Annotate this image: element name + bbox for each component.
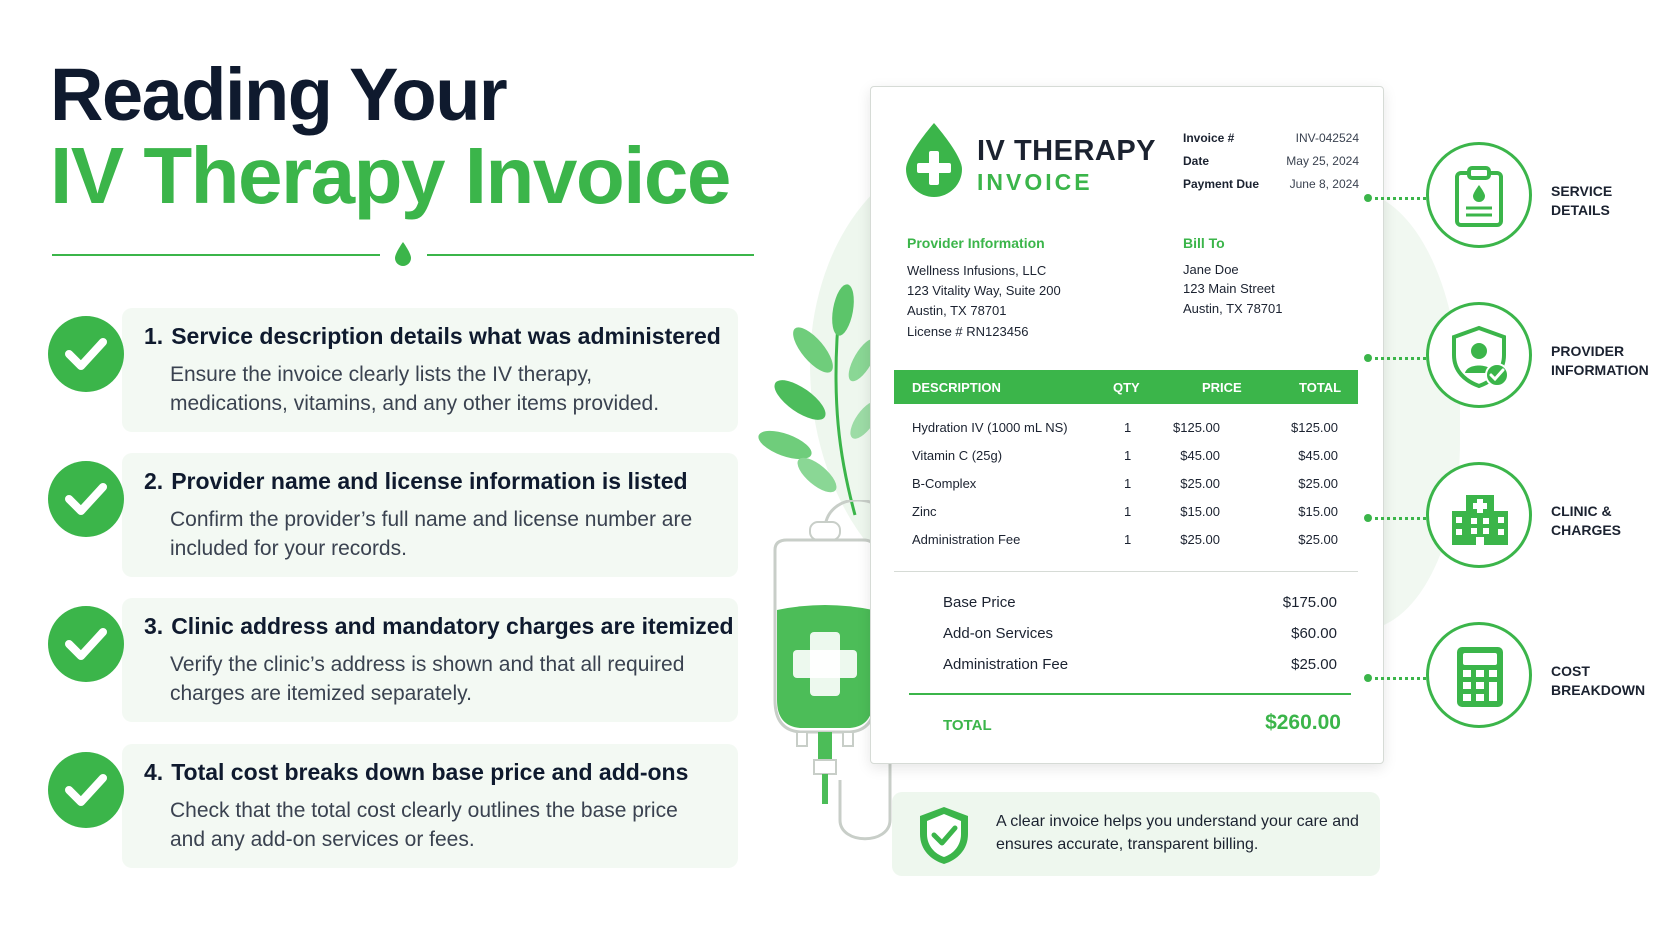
title-divider [52, 254, 380, 256]
checkmark-icon [48, 606, 124, 682]
total-divider [909, 693, 1351, 695]
bill-to-label: Bill To [1183, 235, 1225, 251]
invoice-subheading: INVOICE [977, 169, 1093, 195]
dotted-connector [1368, 357, 1426, 360]
table-row: Zinc 1 $15.00 $15.00 [912, 504, 1338, 519]
checklist-description: Check that the total cost clearly outlines the base price and any add-on services or fees. [170, 799, 678, 851]
invoice-document: IV THERAPY INVOICE Invoice # INV-042524 Date May 25, 2024 Payment Due June 8, 2024 Provider Information Wellness Infusions, LLC 123 Vitality Way, Suite 200 Austin, TX 78701 License # RN123456 Bill To Jane Doe 123 Main Street Austin, TX 78701 DESCRIPTION QTY PRICE TOTAL Hydration IV (1000 mL NS) 1 $125.00 $125.00 Vitamin C (25g) 1 $45.00 $45.00 B-Complex 1 $25.00 $25.00 Zinc 1 $15.00 $15.00 Administration Fee 1 $25.00 $25.00 Base Price $175.00 Add-on Services $60.00 Administration Fee $25.00 TOTAL $260.00 [870, 86, 1384, 764]
checkmark-icon [48, 316, 124, 392]
dotted-connector [1368, 517, 1426, 520]
calculator-icon [1426, 622, 1532, 728]
bill-to-line: Jane Doe [1183, 262, 1239, 277]
callout-label: COST BREAKDOWN [1551, 663, 1646, 698]
checklist-description: Ensure the invoice clearly lists the IV therapy, medications, vitamins, and any other items provided. [170, 363, 660, 415]
invoice-heading: IV THERAPY [977, 135, 1157, 167]
table-row: Hydration IV (1000 mL NS) 1 $125.00 $125.00 [912, 420, 1338, 435]
checkmark-icon [48, 461, 124, 537]
provider-license: License # RN123456 [907, 324, 1029, 339]
leaf-branch-icon [745, 280, 875, 520]
table-row: B-Complex 1 $25.00 $25.00 [912, 476, 1338, 491]
total-label: TOTAL [943, 717, 992, 734]
dotted-connector [1368, 197, 1426, 200]
column-header: QTY [1113, 380, 1140, 395]
checklist-title: 4. Total cost breaks down base price and add-ons [144, 759, 689, 785]
checklist-item [48, 453, 738, 583]
info-note-text: A clear invoice helps you understand your care and ensures accurate, transparent billing. [996, 813, 1359, 853]
checklist-description: Verify the clinic’s address is shown and that all required charges are itemized separately. [170, 653, 685, 705]
column-header: DESCRIPTION [912, 380, 1001, 395]
callout-clinic-charges [1368, 462, 1668, 574]
checklist-title: 1. Service description details what was administered [144, 323, 721, 349]
checklist-item [48, 598, 738, 728]
page-title-line1: Reading Your [50, 53, 507, 136]
connector-dot [1364, 514, 1372, 522]
title-divider [427, 254, 754, 256]
line-items-header [894, 370, 1358, 404]
droplet-icon [394, 241, 412, 267]
info-note [892, 792, 1380, 876]
bill-to-line: Austin, TX 78701 [1183, 301, 1283, 316]
shield-check-icon [916, 804, 972, 866]
medical-drop-logo-icon [903, 121, 965, 197]
callout-label: PROVIDER INFORMATION [1551, 343, 1649, 378]
provider-line: 123 Vitality Way, Suite 200 [907, 283, 1061, 298]
connector-dot [1364, 194, 1372, 202]
dotted-connector [1368, 677, 1426, 680]
hospital-icon [1426, 462, 1532, 568]
connector-dot [1364, 354, 1372, 362]
callout-cost-breakdown [1368, 622, 1668, 734]
connector-dot [1364, 674, 1372, 682]
checkmark-icon [48, 752, 124, 828]
table-row: Vitamin C (25g) 1 $45.00 $45.00 [912, 448, 1338, 463]
checklist-title: 3. Clinic address and mandatory charges are itemized [144, 613, 734, 639]
checklist-title: 2. Provider name and license information is listed [144, 468, 688, 494]
callout-service-details [1368, 142, 1668, 254]
checklist-item [48, 308, 738, 438]
table-row: Administration Fee 1 $25.00 $25.00 [912, 532, 1338, 547]
checklist-item [48, 744, 738, 874]
checklist-description: Confirm the provider’s full name and license number are included for your records. [170, 508, 693, 560]
provider-info-label: Provider Information [907, 235, 1045, 251]
provider-line: Austin, TX 78701 [907, 303, 1007, 318]
callout-label: CLINIC & CHARGES [1551, 503, 1622, 538]
bill-to-line: 123 Main Street [1183, 281, 1275, 296]
total-amount: $260.00 [1265, 711, 1341, 734]
clipboard-icon [1426, 142, 1532, 248]
page-title-line2: IV Therapy Invoice [50, 131, 730, 220]
shield-user-icon [1426, 302, 1532, 408]
callout-label: SERVICE DETAILS [1551, 183, 1613, 218]
callout-provider-information [1368, 302, 1668, 414]
provider-line: Wellness Infusions, LLC [907, 263, 1047, 278]
column-header: PRICE [1202, 380, 1242, 395]
column-header: TOTAL [1299, 380, 1342, 395]
table-divider [894, 571, 1358, 572]
